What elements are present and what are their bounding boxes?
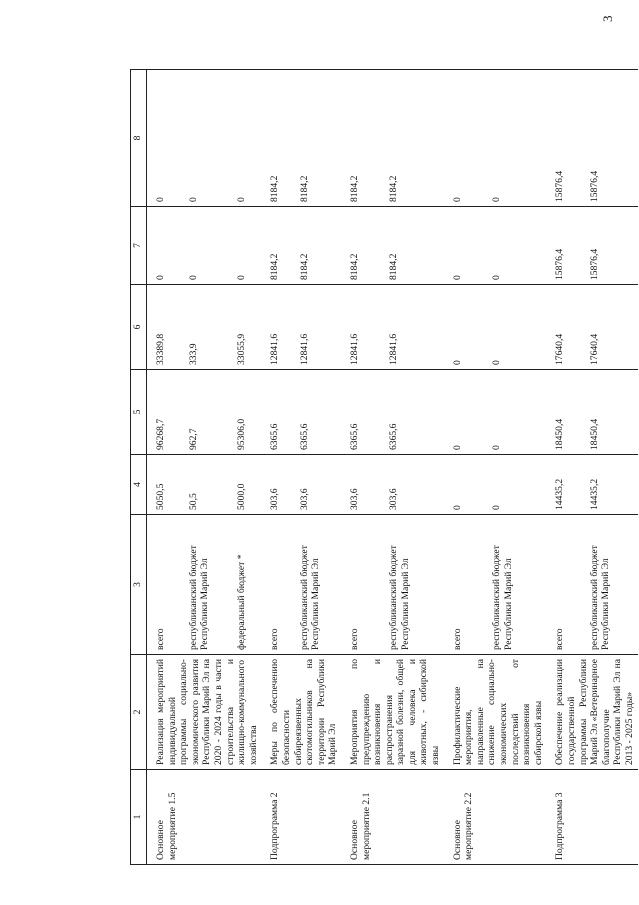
column-header: 2 xyxy=(131,655,147,770)
value-cell: 15876,4 xyxy=(546,207,586,285)
value-cell: 0 xyxy=(444,70,489,207)
column-header: 7 xyxy=(131,207,147,285)
value-cell: 0 xyxy=(147,70,186,207)
value-cell: 18450,4 xyxy=(587,370,638,455)
value-cell: 0 xyxy=(444,370,489,455)
value-cell: 0 xyxy=(234,70,262,207)
table-header-row xyxy=(131,70,147,865)
value-cell: 6365,6 xyxy=(261,370,296,455)
value-cell: 8184,2 xyxy=(341,207,386,285)
value-cell: 14435,2 xyxy=(587,455,638,515)
funding-source: республиканский бюджет Республики Марий Эл xyxy=(386,515,443,655)
value-cell: 0 xyxy=(444,285,489,370)
value-cell: 12841,6 xyxy=(297,285,341,370)
value-cell: 8184,2 xyxy=(386,70,443,207)
value-cell: 0 xyxy=(234,207,262,285)
column-header: 5 xyxy=(131,370,147,455)
value-cell: 333,9 xyxy=(186,285,234,370)
program-description: Профилактические мероприятия, направленные на снижение социально-экономических последствий от возникновения сибирской язвы xyxy=(444,655,547,770)
value-cell: 12841,6 xyxy=(341,285,386,370)
funding-source: республиканский бюджет Республики Марий Эл xyxy=(489,515,546,655)
program-name: Основное мероприятие 1.5 xyxy=(147,770,262,865)
value-cell: 303,6 xyxy=(341,455,386,515)
column-header: 3 xyxy=(131,515,147,655)
table-row xyxy=(147,70,186,865)
program-description: Обеспечение реализации государственной программы Республики Марий Эл «Ветеринарное благополучие Республики Марий Эл на 2013 - 2025 годы» xyxy=(546,655,637,770)
funding-source: республиканский бюджет Республики Марий Эл xyxy=(186,515,234,655)
table-row xyxy=(261,70,296,865)
funding-source: республиканский бюджет Республики Марий Эл xyxy=(297,515,341,655)
value-cell: 15876,4 xyxy=(546,70,586,207)
value-cell: 962,7 xyxy=(186,370,234,455)
value-cell: 0 xyxy=(489,370,546,455)
value-cell: 8184,2 xyxy=(261,70,296,207)
funding-source: всего xyxy=(444,515,489,655)
value-cell: 8184,2 xyxy=(297,207,341,285)
value-cell: 12841,6 xyxy=(386,285,443,370)
funding-source: всего xyxy=(341,515,386,655)
value-cell: 0 xyxy=(186,207,234,285)
value-cell: 303,6 xyxy=(297,455,341,515)
value-cell: 303,6 xyxy=(386,455,443,515)
program-name: Подпрограмма 2 xyxy=(261,770,341,865)
value-cell: 8184,2 xyxy=(297,70,341,207)
value-cell: 8184,2 xyxy=(386,207,443,285)
table-row xyxy=(444,70,489,865)
value-cell: 303,6 xyxy=(261,455,296,515)
value-cell: 95306,0 xyxy=(234,370,262,455)
value-cell: 0 xyxy=(186,70,234,207)
value-cell: 18450,4 xyxy=(546,370,586,455)
value-cell: 14435,2 xyxy=(546,455,586,515)
value-cell: 17640,4 xyxy=(546,285,586,370)
funding-source: всего xyxy=(147,515,186,655)
program-name: Подпрограмма 3 xyxy=(546,770,637,865)
value-cell: 0 xyxy=(489,285,546,370)
value-cell: 6365,6 xyxy=(341,370,386,455)
value-cell: 6365,6 xyxy=(386,370,443,455)
column-header: 1 xyxy=(131,770,147,865)
funding-source: федеральный бюджет * xyxy=(234,515,262,655)
value-cell: 6365,6 xyxy=(297,370,341,455)
value-cell: 8184,2 xyxy=(261,207,296,285)
value-cell: 0 xyxy=(147,207,186,285)
value-cell: 8184,2 xyxy=(341,70,386,207)
funding-source: всего xyxy=(261,515,296,655)
value-cell: 0 xyxy=(444,207,489,285)
column-header: 8 xyxy=(131,70,147,207)
value-cell: 33389,8 xyxy=(147,285,186,370)
value-cell: 0 xyxy=(489,207,546,285)
value-cell: 5000,0 xyxy=(234,455,262,515)
rotated-table-container xyxy=(130,70,635,865)
value-cell: 0 xyxy=(444,455,489,515)
table-row xyxy=(341,70,386,865)
program-name: Основное мероприятие 2.2 xyxy=(444,770,547,865)
funding-source: республиканский бюджет Республики Марий Эл xyxy=(587,515,638,655)
column-header: 4 xyxy=(131,455,147,515)
table-row xyxy=(546,70,586,865)
program-description: Реализация мероприятий индивидуальной программы социально-экономического развития Республики Марий Эл на 2020 - 2024 годы в части строительства и жилищно-коммунального хозяйства xyxy=(147,655,262,770)
budget-table xyxy=(130,69,638,865)
program-description: Мероприятия по предупреждению возникновения и распространения заразной болезни, общей для человека и животных, - сибирской язвы xyxy=(341,655,444,770)
value-cell: 0 xyxy=(489,70,546,207)
value-cell: 33055,9 xyxy=(234,285,262,370)
program-description: Меры по обеспечению безопасности сибиреязвенных скотомогильников на территории Республики Марий Эл xyxy=(261,655,341,770)
value-cell: 50,5 xyxy=(186,455,234,515)
value-cell: 17640,4 xyxy=(587,285,638,370)
value-cell: 0 xyxy=(489,455,546,515)
funding-source: всего xyxy=(546,515,586,655)
program-name: Основное мероприятие 2.1 xyxy=(341,770,444,865)
value-cell: 96268,7 xyxy=(147,370,186,455)
column-header: 6 xyxy=(131,285,147,370)
value-cell: 12841,6 xyxy=(261,285,296,370)
value-cell: 15876,4 xyxy=(587,207,638,285)
page-number: 3 xyxy=(600,15,615,22)
value-cell: 15876,4 xyxy=(587,70,638,207)
value-cell: 5050,5 xyxy=(147,455,186,515)
